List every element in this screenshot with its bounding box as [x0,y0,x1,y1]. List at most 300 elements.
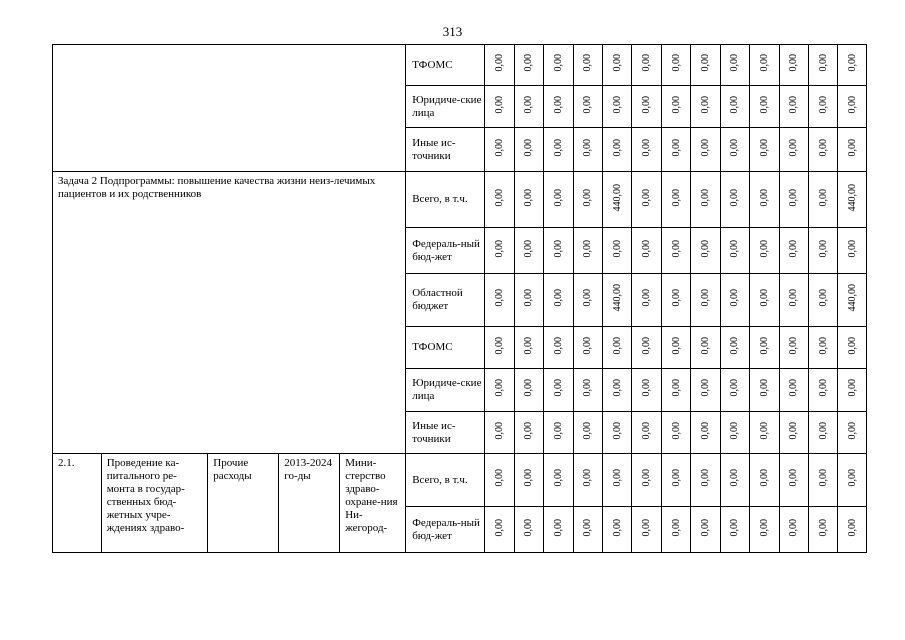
value-cell [661,274,690,327]
value-cell [779,45,808,86]
value-text: 0,00 [700,289,712,307]
value-text: 0,00 [817,138,829,157]
value-cell [661,327,690,369]
task-2-title: Задача 2 Подпрограммы: повышение качества жизни неиз-лечимых пациентов и их родственников [53,172,406,454]
item-2-1-number: 2.1. [53,454,102,553]
value-text: 0,00 [523,95,535,114]
funding-source: Юридиче-ские лица [406,86,485,128]
value-cell [544,369,573,412]
value-text: 0,00 [846,379,858,397]
value-text: 0,00 [817,239,829,258]
value-text: 0,00 [758,421,770,440]
value-cell [809,86,838,128]
value-text: 0,00 [700,379,712,397]
value-text: 0,00 [523,239,535,258]
value-cell [603,507,632,553]
value-text: 0,00 [758,239,770,258]
value-text: 0,00 [670,239,682,258]
item-2-1-name: Проведение ка-питального ре-монта в государ-ственных бюд-жетных учре-ждениях здраво- [101,454,208,553]
value-cell [809,507,838,553]
value-text: 0,00 [582,95,594,114]
value-text: 0,00 [670,54,682,72]
value-text: 0,00 [523,469,535,487]
value-text: 440,00 [846,284,858,312]
value-cell [603,86,632,128]
value-text: 0,00 [670,95,682,114]
value-cell [485,228,514,274]
value-cell [632,45,661,86]
value-cell [573,86,602,128]
value-cell [632,128,661,172]
funding-source: Всего, в т.ч. [406,454,485,507]
value-cell [603,228,632,274]
funding-source: Федераль-ный бюд-жет [406,507,485,553]
value-cell [603,274,632,327]
value-cell [603,172,632,228]
value-cell [838,228,867,274]
funding-source: Областной бюджет [406,274,485,327]
value-cell [779,128,808,172]
value-cell [838,369,867,412]
value-text: 0,00 [494,95,506,114]
value-text: 0,00 [641,95,653,114]
value-text: 0,00 [611,469,623,487]
value-cell [750,128,779,172]
value-cell [838,172,867,228]
value-cell [485,507,514,553]
item-2-1-period: 2013-2024 го-ды [279,454,340,553]
value-text: 0,00 [729,336,741,355]
value-cell [750,369,779,412]
value-cell [838,86,867,128]
continuation-cell [53,45,406,172]
value-text: 440,00 [611,284,623,312]
value-text: 0,00 [552,54,564,72]
value-cell [720,128,749,172]
value-text: 0,00 [523,289,535,307]
value-text: 0,00 [552,188,564,207]
value-cell [573,327,602,369]
value-cell [750,412,779,454]
value-cell [544,228,573,274]
value-cell [720,369,749,412]
value-cell [720,454,749,507]
value-cell [514,128,543,172]
value-text: 0,00 [582,239,594,258]
value-cell [485,172,514,228]
table-row [53,454,867,507]
value-cell [779,507,808,553]
value-cell [779,369,808,412]
value-cell [573,172,602,228]
value-cell [779,172,808,228]
value-text: 0,00 [494,54,506,72]
table-row [53,45,867,86]
value-cell [691,327,720,369]
value-cell [544,412,573,454]
value-text: 0,00 [817,379,829,397]
value-cell [632,327,661,369]
value-cell [485,86,514,128]
value-text: 0,00 [700,336,712,355]
value-text: 0,00 [582,379,594,397]
value-cell [691,369,720,412]
value-text: 0,00 [641,54,653,72]
value-text: 0,00 [846,54,858,72]
value-cell [632,172,661,228]
value-text: 0,00 [611,518,623,537]
value-text: 0,00 [670,421,682,440]
value-cell [661,45,690,86]
value-text: 0,00 [846,138,858,157]
value-text: 0,00 [729,421,741,440]
value-text: 0,00 [846,518,858,537]
value-text: 0,00 [700,54,712,72]
value-text: 0,00 [758,54,770,72]
value-text: 0,00 [582,336,594,355]
value-text: 0,00 [788,336,800,355]
value-cell [603,327,632,369]
value-text: 0,00 [552,336,564,355]
value-cell [514,454,543,507]
value-cell [514,369,543,412]
value-cell [661,228,690,274]
value-text: 0,00 [846,469,858,487]
value-text: 0,00 [817,421,829,440]
value-text: 0,00 [641,421,653,440]
value-cell [838,327,867,369]
value-cell [691,172,720,228]
value-text: 0,00 [582,138,594,157]
value-cell [750,45,779,86]
value-text: 0,00 [817,188,829,207]
value-text: 0,00 [641,239,653,258]
value-cell [779,454,808,507]
value-cell [544,45,573,86]
value-cell [603,45,632,86]
value-cell [750,327,779,369]
value-cell [779,228,808,274]
value-text: 0,00 [494,239,506,258]
value-cell [720,172,749,228]
value-text: 0,00 [611,336,623,355]
funding-source: Юридиче-ские лица [406,369,485,412]
value-cell [838,45,867,86]
value-cell [691,228,720,274]
value-text: 0,00 [552,95,564,114]
value-cell [514,86,543,128]
item-2-1-executor: Мини-стерство здраво-охране-ния Ни-жегород- [340,454,406,553]
value-cell [573,128,602,172]
value-text: 0,00 [729,54,741,72]
value-text: 0,00 [700,518,712,537]
value-text: 0,00 [582,421,594,440]
value-text: 0,00 [700,138,712,157]
value-cell [485,274,514,327]
value-cell [661,86,690,128]
value-cell [603,128,632,172]
value-text: 0,00 [611,239,623,258]
value-text: 0,00 [788,518,800,537]
funding-source: Иные ис-точники [406,128,485,172]
value-text: 0,00 [641,518,653,537]
value-text: 0,00 [670,518,682,537]
value-cell [661,369,690,412]
value-text: 0,00 [729,289,741,307]
value-cell [779,274,808,327]
value-cell [838,274,867,327]
value-text: 0,00 [729,138,741,157]
value-cell [720,274,749,327]
value-text: 0,00 [552,289,564,307]
value-text: 0,00 [758,518,770,537]
value-cell [809,369,838,412]
value-text: 0,00 [700,421,712,440]
value-text: 0,00 [758,336,770,355]
value-cell [573,274,602,327]
value-text: 0,00 [523,336,535,355]
value-text: 0,00 [494,379,506,397]
value-cell [544,274,573,327]
value-cell [779,86,808,128]
value-text: 0,00 [788,95,800,114]
value-cell [632,228,661,274]
value-cell [750,228,779,274]
value-cell [544,507,573,553]
value-cell [544,86,573,128]
value-text: 0,00 [494,188,506,207]
value-text: 0,00 [582,54,594,72]
value-cell [691,412,720,454]
value-cell [632,412,661,454]
value-text: 0,00 [523,379,535,397]
value-text: 0,00 [788,379,800,397]
value-cell [720,327,749,369]
value-text: 0,00 [670,138,682,157]
value-cell [809,327,838,369]
value-text: 0,00 [494,289,506,307]
value-cell [809,412,838,454]
value-text: 0,00 [552,469,564,487]
value-text: 0,00 [494,518,506,537]
value-text: 0,00 [729,469,741,487]
value-cell [514,507,543,553]
value-text: 0,00 [552,379,564,397]
value-text: 0,00 [700,188,712,207]
value-text: 0,00 [552,518,564,537]
value-cell [573,454,602,507]
value-text: 0,00 [552,239,564,258]
value-cell [603,412,632,454]
value-text: 0,00 [729,379,741,397]
value-cell [838,128,867,172]
value-text: 0,00 [846,239,858,258]
value-cell [691,274,720,327]
value-text: 0,00 [846,95,858,114]
value-cell [720,45,749,86]
value-text: 0,00 [788,239,800,258]
value-cell [779,327,808,369]
value-text: 0,00 [611,95,623,114]
value-cell [691,454,720,507]
value-cell [691,86,720,128]
value-cell [838,412,867,454]
value-cell [691,507,720,553]
value-cell [720,507,749,553]
value-text: 0,00 [641,336,653,355]
value-text: 0,00 [611,379,623,397]
value-text: 0,00 [611,421,623,440]
value-text: 0,00 [817,469,829,487]
value-text: 0,00 [552,421,564,440]
funding-source: Федераль-ный бюд-жет [406,228,485,274]
value-cell [544,454,573,507]
value-text: 440,00 [846,183,858,212]
value-text: 0,00 [817,95,829,114]
value-text: 0,00 [846,421,858,440]
value-text: 0,00 [582,188,594,207]
table-row [53,172,867,228]
value-cell [691,128,720,172]
value-cell [573,45,602,86]
value-cell [750,86,779,128]
value-cell [720,86,749,128]
value-cell [632,507,661,553]
value-cell [809,128,838,172]
value-cell [573,228,602,274]
value-text: 0,00 [523,54,535,72]
value-cell [514,172,543,228]
value-cell [485,369,514,412]
value-text: 0,00 [758,289,770,307]
value-cell [750,507,779,553]
value-cell [661,412,690,454]
value-text: 0,00 [788,421,800,440]
value-cell [632,369,661,412]
value-text: 0,00 [729,95,741,114]
value-text: 0,00 [817,518,829,537]
value-text: 0,00 [817,336,829,355]
value-text: 0,00 [700,95,712,114]
value-cell [750,274,779,327]
value-cell [632,454,661,507]
value-text: 0,00 [788,54,800,72]
value-text: 0,00 [523,518,535,537]
page-number: 313 [442,24,463,39]
value-cell [809,172,838,228]
value-text: 0,00 [611,54,623,72]
value-cell [485,454,514,507]
value-text: 0,00 [670,188,682,207]
value-cell [779,412,808,454]
value-text: 0,00 [494,421,506,440]
value-text: 0,00 [700,469,712,487]
value-cell [809,274,838,327]
value-text: 0,00 [523,188,535,207]
value-text: 0,00 [641,188,653,207]
value-cell [632,86,661,128]
value-text: 0,00 [670,289,682,307]
value-cell [661,507,690,553]
funding-source: ТФОМС [406,45,485,86]
value-text: 0,00 [523,421,535,440]
value-text: 0,00 [494,336,506,355]
value-cell [514,412,543,454]
value-cell [485,327,514,369]
value-text: 0,00 [788,138,800,157]
value-text: 0,00 [641,138,653,157]
funding-source: Иные ис-точники [406,412,485,454]
value-cell [838,507,867,553]
value-cell [720,228,749,274]
value-text: 0,00 [758,95,770,114]
value-text: 0,00 [817,289,829,307]
value-text: 0,00 [729,188,741,207]
value-text: 0,00 [582,518,594,537]
value-text: 0,00 [670,336,682,355]
value-cell [573,412,602,454]
funding-source: ТФОМС [406,327,485,369]
value-cell [485,412,514,454]
value-text: 0,00 [788,469,800,487]
value-text: 0,00 [670,469,682,487]
value-cell [661,128,690,172]
value-text: 0,00 [641,469,653,487]
value-cell [603,454,632,507]
value-cell [603,369,632,412]
value-cell [809,45,838,86]
value-cell [661,172,690,228]
value-cell [485,45,514,86]
value-text: 0,00 [758,188,770,207]
value-text: 0,00 [523,138,535,157]
value-cell [809,228,838,274]
value-text: 0,00 [846,336,858,355]
value-cell [544,172,573,228]
value-cell [750,172,779,228]
value-text: 0,00 [788,188,800,207]
value-cell [485,128,514,172]
value-text: 440,00 [611,183,623,212]
value-text: 0,00 [494,469,506,487]
value-cell [661,454,690,507]
value-cell [514,327,543,369]
value-cell [720,412,749,454]
value-text: 0,00 [788,289,800,307]
value-cell [514,45,543,86]
value-cell [544,327,573,369]
value-cell [544,128,573,172]
value-cell [750,454,779,507]
value-cell [838,454,867,507]
value-text: 0,00 [552,138,564,157]
value-text: 0,00 [611,138,623,157]
value-cell [691,45,720,86]
value-cell [514,274,543,327]
value-cell [514,228,543,274]
value-text: 0,00 [729,518,741,537]
value-cell [573,369,602,412]
value-text: 0,00 [700,239,712,258]
value-text: 0,00 [494,138,506,157]
item-2-1-expense-type: Прочие расходы [208,454,279,553]
value-cell [573,507,602,553]
value-text: 0,00 [582,469,594,487]
financing-table [52,44,867,553]
value-text: 0,00 [729,239,741,258]
value-cell [809,454,838,507]
value-text: 0,00 [641,289,653,307]
